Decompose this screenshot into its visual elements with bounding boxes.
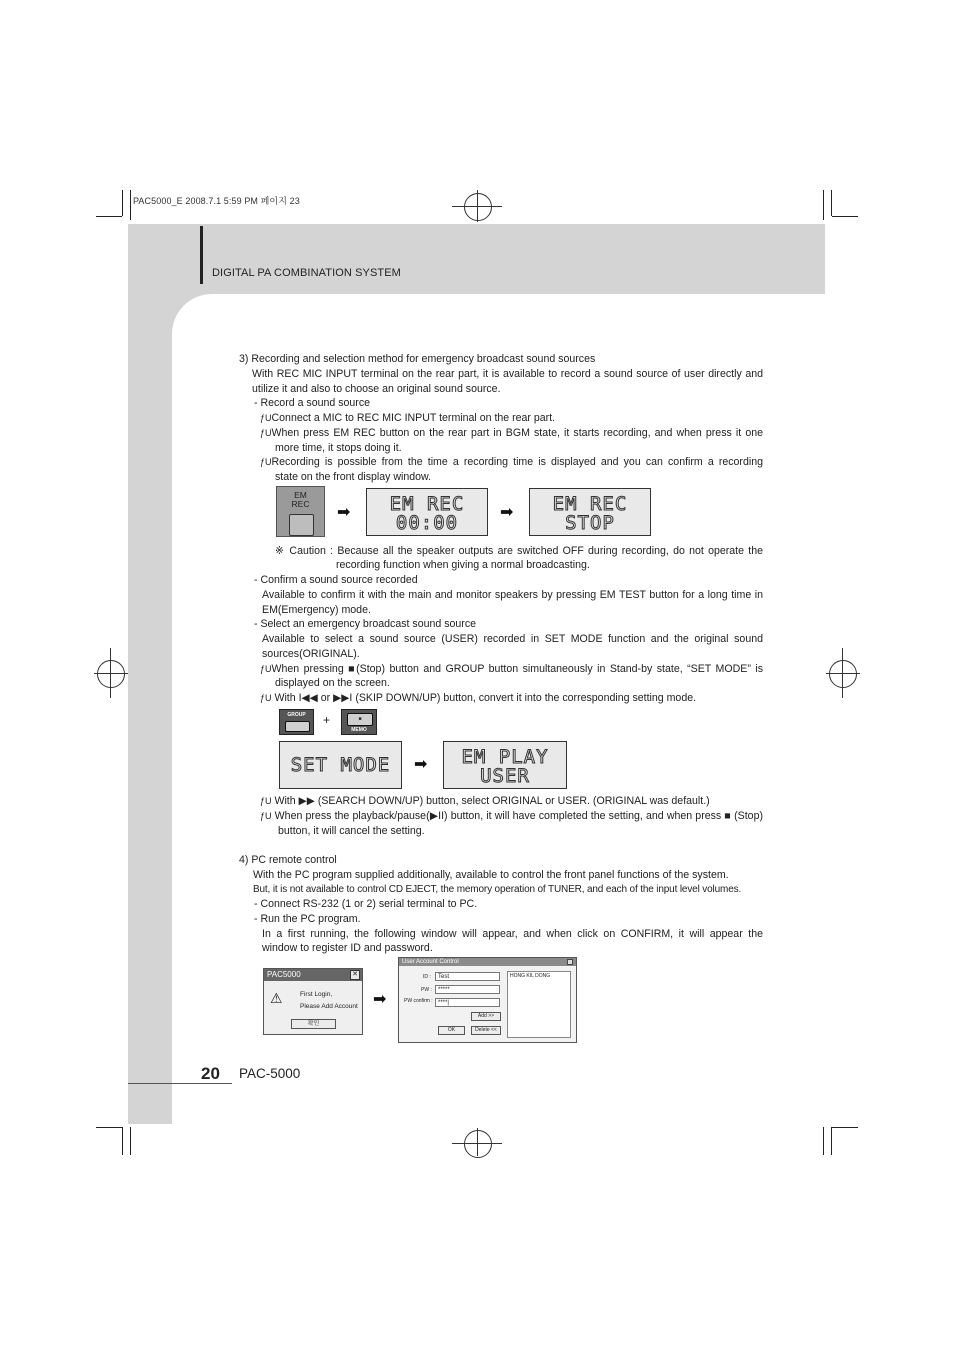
user-account-dialog [398,957,577,1043]
lcd-set-mode [279,741,402,789]
select-step-3: ƒU With ▶▶ (SEARCH DOWN/UP) button, select ORIGINAL or USER. (ORIGINAL was default.) [260,795,710,807]
dialog-title: PAC5000 [264,969,362,981]
model-name: PAC-5000 [239,1066,301,1081]
page-number: 20 [201,1064,220,1083]
select-step-4-cont: button, it will cancel the setting. [278,825,425,837]
delete-button[interactable]: Delete << [471,1026,501,1035]
memo-label: MEMO [351,727,367,733]
lcd-line: EM REC [552,493,628,515]
series-title: DIGITAL PA COMBINATION SYSTEM [212,267,401,279]
group-label: GROUP [287,712,306,718]
lcd-em-rec-time [366,488,488,536]
arrow-right-icon: ➡ [337,504,351,521]
section4-run: - Run the PC program. [254,913,361,925]
record-step-3-cont: state on the front display window. [275,471,432,483]
lcd-line: USER [480,765,530,787]
lcd-line: SET MODE [290,754,391,776]
confirm-title: - Confirm a sound source recorded [254,574,418,586]
pw-confirm-input[interactable]: ****| [435,998,500,1007]
select-step-4: ƒU When press the playback/pause(▶II) button, it will have completed the setting, and when press ■ (Stop) [260,810,763,822]
group-button-cap [285,721,310,732]
record-step-1: ƒUConnect a MIC to REC MIC INPUT terminal on the rear part. [260,412,556,424]
printer-slug: PAC5000_E 2008.7.1 5:59 PM 페이지 23 [133,196,300,206]
add-button[interactable]: Add >> [471,1012,501,1021]
arrow-right-icon: ➡ [500,504,514,521]
plus-sign: + [323,713,331,727]
pw-label: PW : [421,987,432,993]
stop-icon: ■ [347,713,373,726]
memo-button-figure [341,709,377,735]
select-step-1-cont: displayed on the screen. [275,677,390,689]
em-rec-button-figure [276,486,325,537]
section4-heading: 4) PC remote control [239,854,337,866]
lcd-line: STOP [565,512,615,534]
left-margin-band [128,224,172,1124]
lcd-em-play-user [443,741,567,789]
lcd-line: 00:00 [395,512,459,534]
header-accent-bar [200,226,203,284]
record-title: - Record a sound source [254,397,371,409]
close-icon[interactable] [567,959,573,965]
caution-2: recording function when giving a normal broadcasting. [336,559,590,571]
pw-input[interactable]: ***** [435,985,500,994]
select-step-1: ƒUWhen pressing ■(Stop) button and GROUP button simultaneously in Stand-by state, “SET MODE” is [260,663,763,675]
pw-confirm-label: PW confirm : [404,998,433,1004]
arrow-right-icon: ➡ [414,756,428,773]
record-step-2-cont: more time, it stops doing it. [275,442,402,454]
select-title: - Select an emergency broadcast sound source [254,618,477,630]
section4-text-2: But, it is not available to control CD EJECT, the memory operation of TUNER, and each of the input level volumes. [253,884,742,895]
section4-run-text-1: In a first running, the following window will appear, and when click on CONFIRM, it will appear the [262,928,763,940]
em-rec-label: EM REC [291,490,310,509]
account-list[interactable] [507,971,571,1038]
select-text-2: sources(ORIGINAL). [262,648,360,660]
select-step-2: ƒU With I◀◀ or ▶▶I (SKIP DOWN/UP) button, convert it into the corresponding setting mode. [260,692,697,704]
ok-button[interactable]: OK [438,1026,465,1035]
record-step-2: ƒUWhen press EM REC button on the rear part in BGM state, it starts recording, and when press it one [260,427,763,439]
em-rec-button-cap [289,514,314,536]
caution-1: ※ Caution : Because all the speaker outputs are switched OFF during recording, do not operate the [275,545,763,557]
arrow-right-icon: ➡ [373,991,387,1008]
section3-intro-2: utilize it and also to choose an original sound source. [252,383,501,395]
lcd-line: EM PLAY [461,746,549,768]
confirm-text-1: Available to confirm it with the main and monitor speakers by pressing EM TEST button for a long time in [262,589,763,601]
close-icon[interactable]: ✕ [350,970,360,980]
dialog-title: User Account Control [399,958,576,966]
section3-heading: 3) Recording and selection method for emergency broadcast sound sources [239,353,596,365]
section4-text-1: With the PC program supplied additionally, available to control the front panel functions of the system. [253,869,729,881]
ok-button[interactable]: 확인 [291,1019,336,1029]
id-input[interactable]: Test [435,972,500,981]
section4-run-text-2: window to register ID and password. [262,942,433,954]
dialog-message: First Login, Please Add Account [300,991,358,1010]
confirm-text-2: EM(Emergency) mode. [262,604,371,616]
warning-icon: ⚠ [270,990,283,1006]
lcd-em-rec-stop [529,488,651,536]
id-label: ID : [423,974,431,980]
group-button-figure [279,709,314,735]
select-text-1: Available to select a sound source (USER) recorded in SET MODE function and the original sound [262,633,763,645]
first-login-dialog [263,968,363,1035]
record-step-3: ƒURecording is possible from the time a recording time is displayed and you can confirm a recording [260,456,763,468]
lcd-line: EM REC [389,493,465,515]
list-item[interactable]: HONG KIL DONG [510,973,551,979]
section4-connect: - Connect RS-232 (1 or 2) serial terminal to PC. [254,898,478,910]
section3-intro-1: With REC MIC INPUT terminal on the rear part, it is available to record a sound source of user directly and [252,368,763,380]
footer-rule [128,1083,232,1084]
header-band [128,224,825,294]
